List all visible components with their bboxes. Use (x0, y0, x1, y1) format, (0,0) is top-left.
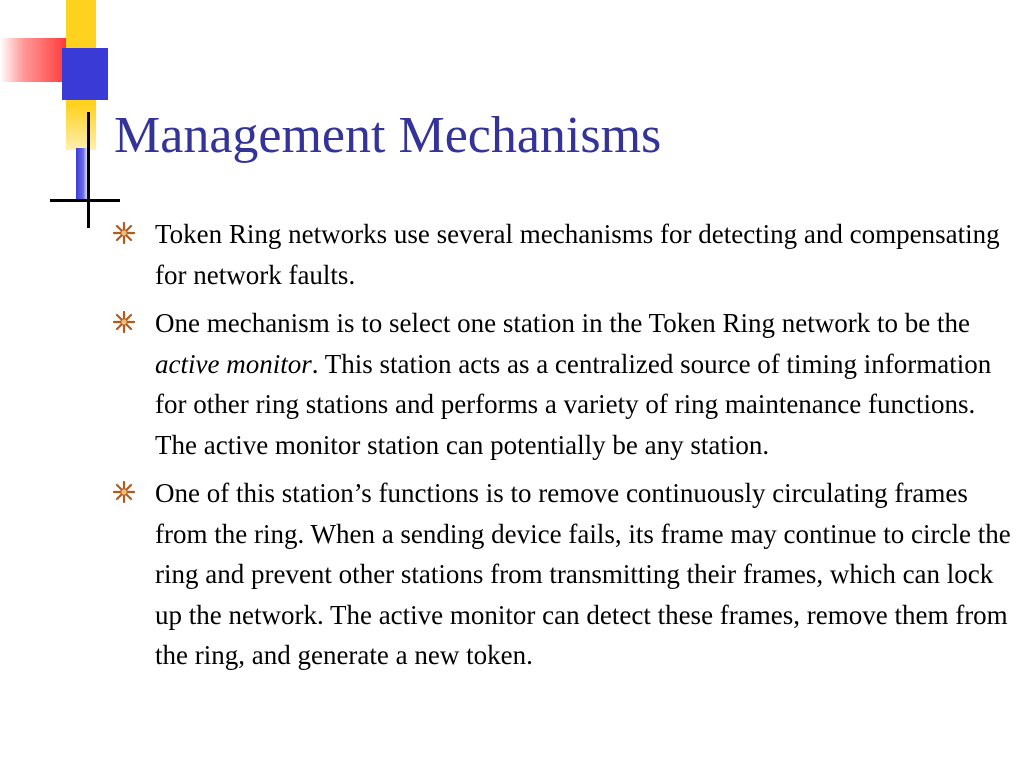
deco-horizontal-line (50, 199, 120, 202)
bullet-text-before: One mechanism is to select one station in the Token Ring network to be the (155, 308, 970, 338)
bullet-emphasis-active-monitor: active monitor (155, 348, 312, 379)
bullet-item (112, 303, 1017, 465)
bullet-item (112, 473, 1017, 676)
deco-red-bar (0, 38, 66, 82)
slide-title: Management Mechanisms (114, 107, 662, 164)
bullet-text: Token Ring networks use several mechanisms for detecting and compensating for network faults. (155, 219, 1000, 290)
corner-decoration (0, 0, 130, 230)
star-burst-icon (112, 221, 136, 245)
bullet-item (112, 214, 1017, 295)
deco-vertical-line (87, 112, 90, 228)
bullet-text (155, 308, 991, 460)
deco-blue-square (62, 48, 108, 100)
bullet-text-after: . This station acts as a centralized source of timing information for other ring stations and performs a variety of ring maintenance functions. The active monitor station can potentially be any station. (155, 348, 992, 460)
star-burst-icon (112, 480, 136, 504)
bullet-text: One of this station’s functions is to remove continuously circulating frames from the ring. When a sending device fails, its frame may continue to circle the ring and prevent other stations from transmitting their frames, which can lock up the network. The active monitor can detect these frames, remove them from the ring, and generate a new token. (155, 478, 1011, 670)
star-burst-icon (112, 310, 136, 334)
bullet-list (112, 214, 1017, 684)
